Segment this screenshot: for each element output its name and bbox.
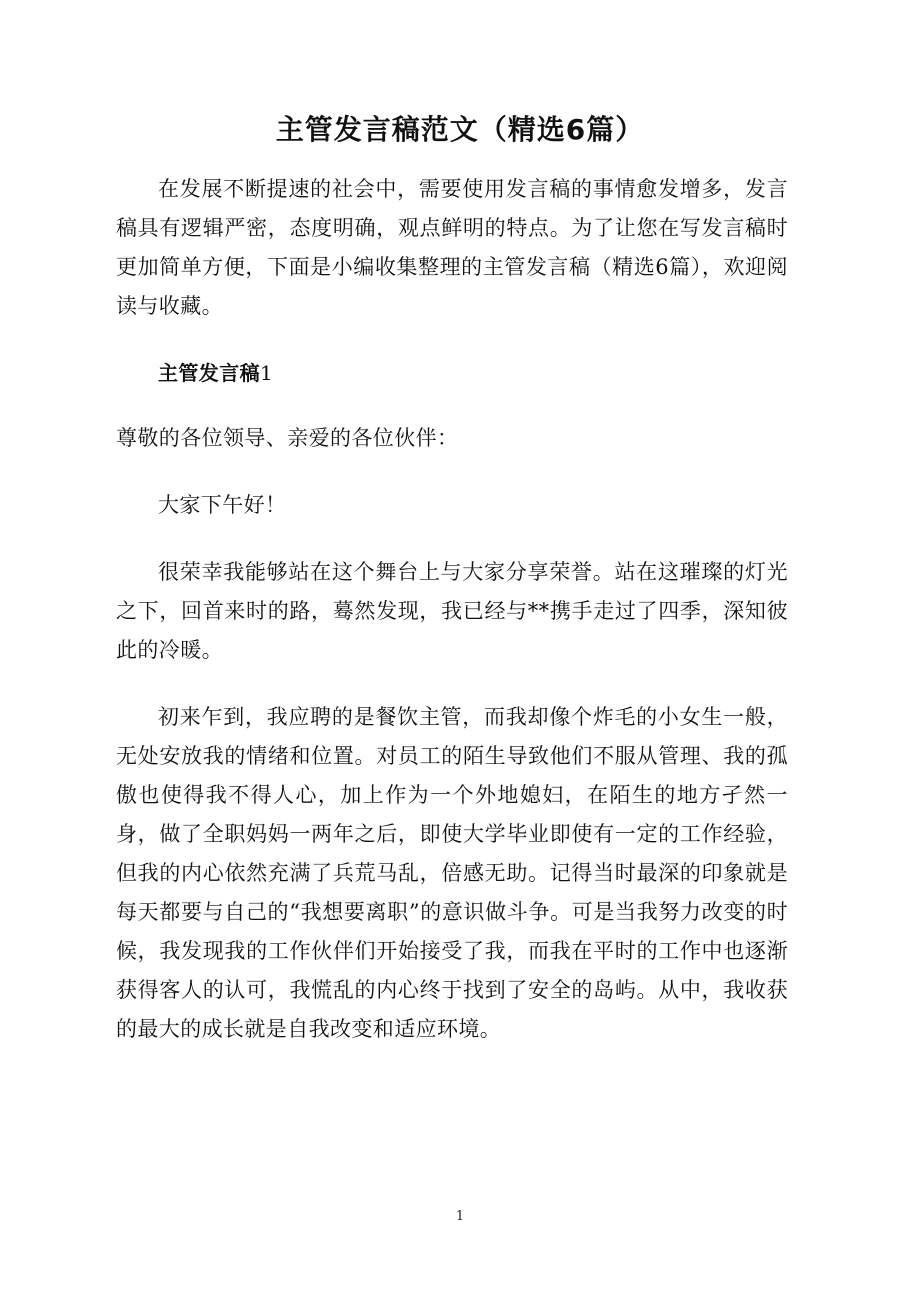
document-body <box>116 170 788 1077</box>
section-heading <box>116 354 788 393</box>
intro-paragraph: 在发展不断提速的社会中，需要使用发言稿的事情愈发增多，发言稿具有逻辑严密，态度明确，观点鲜明的特点。为了让您在写发言稿时更加简单方便，下面是小编收集整理的主管发言稿（精选6篇），欢迎阅读与收藏。 <box>116 177 788 318</box>
section-heading-number: 1 <box>260 361 274 385</box>
speech-paragraph-1: 很荣幸我能够站在这个舞台上与大家分享荣誉。站在这璀璨的灯光之下，回首来时的路，蓦然发现，我已经与**携手走过了四季，深知彼此的冷暖。 <box>116 560 788 662</box>
greeting: 大家下午好！ <box>158 493 287 517</box>
document-title: 主管发言稿范文（精选6篇） <box>275 113 645 146</box>
salutation: 尊敬的各位领导、亲爱的各位伙伴： <box>116 426 459 450</box>
section-heading-label: 主管发言稿 <box>158 361 260 385</box>
speech-paragraph-2: 初来乍到，我应聘的是餐饮主管，而我却像个炸毛的小女生一般，无处安放我的情绪和位置。对员工的陌生导致他们不服从管理、我的孤傲也使得我不得人心，加上作为一个外地媳妇，在陌生的地方孑然一身，做了全职妈妈一两年之后，即使大学毕业即使有一定的工作经验，但我的内心依然充满了兵荒马乱，倍感无助。记得当时最深的印象就是每天都要与自己的“我想要离职”的意识做斗争。可是当我努力改变的时候，我发现我的工作伙伴们开始接受了我，而我在平时的工作中也逐渐获得客人的认可，我慌乱的内心终于找到了安全的岛屿。从中，我收获的最大的成长就是自我改变和适应环境。 <box>116 705 788 1041</box>
page-number: 1 <box>455 1209 465 1224</box>
